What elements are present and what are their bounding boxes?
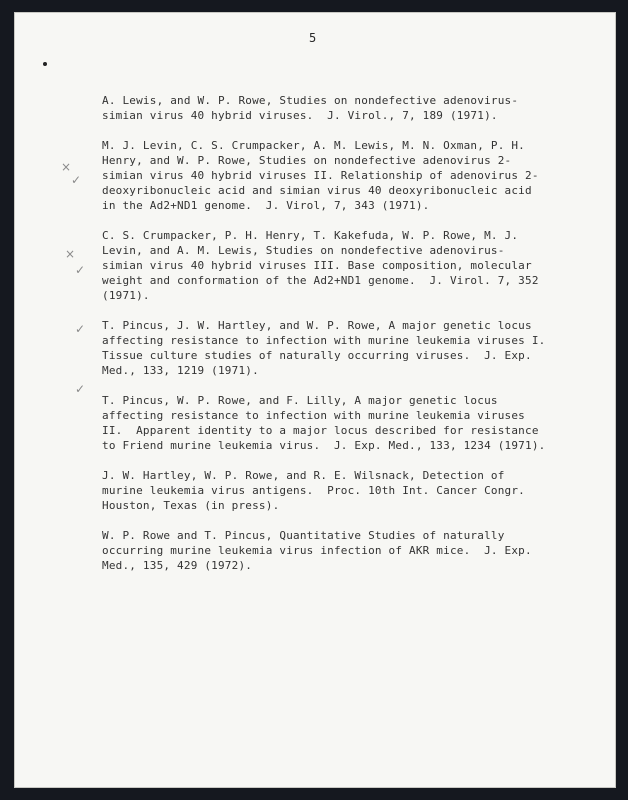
reference-line: simian virus 40 hybrid viruses. J. Virol., 7, 189 (1971). [102,109,498,122]
reference-line: weight and conformation of the Ad2+ND1 genome. J. Virol. 7, 352 [102,274,539,287]
reference-line: C. S. Crumpacker, P. H. Henry, T. Kakefuda, W. P. Rowe, M. J. [102,229,519,242]
margin-mark: × [65,247,76,261]
reference-entry [102,318,582,378]
reference-line: deoxyribonucleic acid and simian virus 40 deoxyribonucleic acid [102,184,532,197]
reference-line: to Friend murine leukemia virus. J. Exp. Med., 133, 1234 (1971). [102,439,546,452]
reference-entry [102,528,582,573]
document-page [14,12,616,788]
reference-line: M. J. Levin, C. S. Crumpacker, A. M. Lewis, M. N. Oxman, P. H. [102,139,525,152]
reference-line: occurring murine leukemia virus infection of AKR mice. J. Exp. [102,544,532,557]
reference-line: murine leukemia virus antigens. Proc. 10th Int. Cancer Congr. [102,484,525,497]
reference-line: simian virus 40 hybrid viruses III. Base composition, molecular [102,259,532,272]
reference-line: in the Ad2+ND1 genome. J. Virol, 7, 343 (1971). [102,199,430,212]
margin-check-mark: ✓ [75,263,86,277]
reference-entry [102,138,582,213]
margin-check-mark: ✓ [71,173,82,187]
reference-line: J. W. Hartley, W. P. Rowe, and R. E. Wilsnack, Detection of [102,469,505,482]
reference-line: A. Lewis, and W. P. Rowe, Studies on nondefective adenovirus- [102,94,519,107]
reference-entry [102,228,582,303]
reference-list [102,93,582,588]
margin-dot [43,62,47,66]
margin-check-mark: ✓ [75,322,86,336]
reference-line: II. Apparent identity to a major locus described for resistance [102,424,539,437]
margin-mark: × [61,160,72,174]
reference-line: Houston, Texas (in press). [102,499,280,512]
reference-entry [102,393,582,453]
reference-line: Med., 135, 429 (1972). [102,559,253,572]
reference-line: Henry, and W. P. Rowe, Studies on nondefective adenovirus 2- [102,154,512,167]
page-number: 5 [309,31,317,45]
reference-line: affecting resistance to infection with murine leukemia viruses [102,409,525,422]
reference-line: T. Pincus, W. P. Rowe, and F. Lilly, A major genetic locus [102,394,498,407]
margin-check-mark: ✓ [75,382,86,396]
reference-entry [102,93,582,123]
reference-line: affecting resistance to infection with murine leukemia viruses I. [102,334,546,347]
reference-entry [102,468,582,513]
reference-line: T. Pincus, J. W. Hartley, and W. P. Rowe, A major genetic locus [102,319,532,332]
reference-line: (1971). [102,289,150,302]
reference-line: Levin, and A. M. Lewis, Studies on nondefective adenovirus- [102,244,505,257]
reference-line: W. P. Rowe and T. Pincus, Quantitative Studies of naturally [102,529,505,542]
reference-line: Med., 133, 1219 (1971). [102,364,259,377]
reference-line: simian virus 40 hybrid viruses II. Relationship of adenovirus 2- [102,169,539,182]
reference-line: Tissue culture studies of naturally occurring viruses. J. Exp. [102,349,532,362]
